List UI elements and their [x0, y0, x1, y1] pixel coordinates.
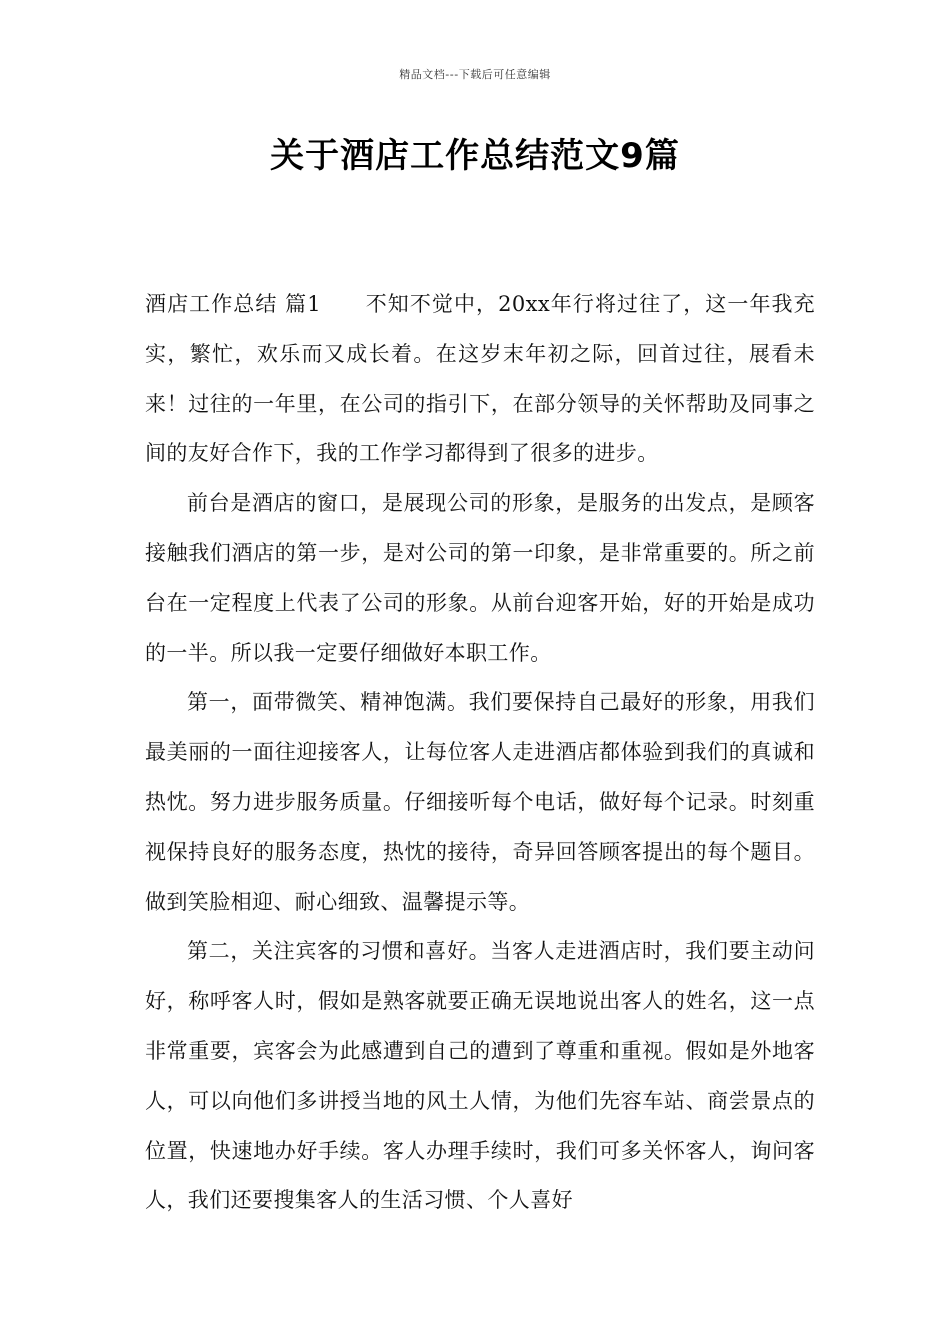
header-note: 精品文档---下载后可任意编辑: [399, 68, 551, 81]
paragraph-2: 前台是酒店的窗口，是展现公司的形象，是服务的出发点，是顾客接触我们酒店的第一步，是对公司的第一印象，是非常重要的。所之前台在一定程度上代表了公司的形象。从前台迎客开始，好的开始是成功的一半。所以我一定要仔细做好本职工作。: [145, 491, 815, 665]
paragraph-1-text: 不知不觉中，20xx年行将过往了，这一年我充实，繁忙，欢乐而又成长着。在这岁末年初之际，回首过往，展看未来！过往的一年里，在公司的指引下，在部分领导的关怀帮助及同事之间的友好合作下，我的工作学习都得到了很多的进步。: [145, 292, 815, 466]
paragraph-4: 第二，关注宾客的习惯和喜好。当客人走进酒店时，我们要主动问好，称呼客人时，假如是熟客就要正确无误地说出客人的姓名，这一点非常重要，宾客会为此感遭到自己的遭到了尊重和重视。假如是外地客人，可以向他们多讲授当地的风土人情，为他们先容车站、商尝景点的位置，快速地办好手续。客人办理手续时，我们可多关怀客人，询问客人，我们还要搜集客人的生活习惯、个人喜好: [145, 939, 815, 1213]
paragraph-3: 第一，面带微笑、精神饱满。我们要保持自己最好的形象，用我们最美丽的一面往迎接客人，让每位客人走进酒店都体验到我们的真诚和热忱。努力进步服务质量。仔细接听每个电话，做好每个记录。时刻重视保持良好的服务态度，热忱的接待，奇异回答顾客提出的每个题目。做到笑脸相迎、耐心细致、温馨提示等。: [145, 690, 815, 914]
document-body: [145, 280, 815, 1226]
paragraph-1: [145, 280, 815, 479]
document-title: 关于酒店工作总结范文9篇: [270, 136, 680, 176]
section-heading: 酒店工作总结 篇1: [145, 292, 322, 316]
